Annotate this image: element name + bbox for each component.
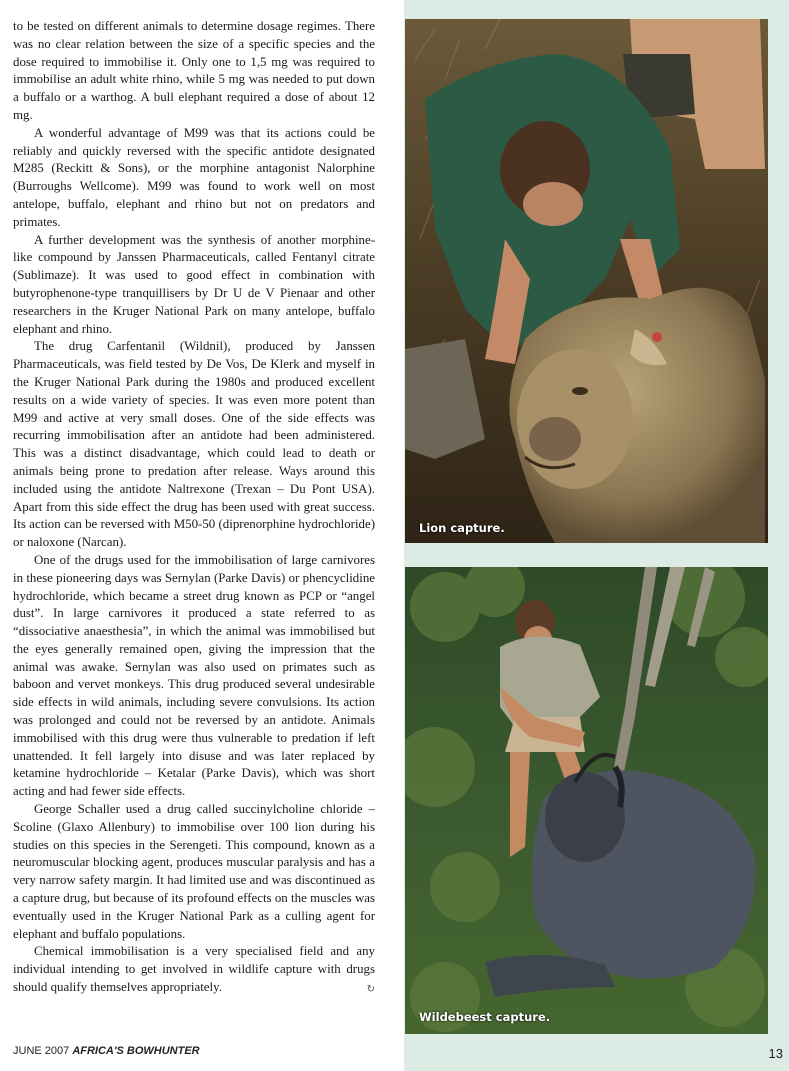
footer-date: JUNE 2007 xyxy=(13,1045,70,1057)
paragraph-1: to be tested on different animals to determine dosage regimes. There was no clear relation between the size of a specific species and the dose required to immobilise it. Only one to 1,5 mg was required to immobilise an adult white rhino, while 5 mg was needed to put down a buffalo or a warthog. A bull elephant required a dose of about 12 mg. xyxy=(13,19,375,122)
paragraph-4: The drug Carfentanil (Wildnil), produced by Janssen Pharmaceuticals, was field tested by De Vos, De Klerk and myself in the Kruger National Park during the 1980s and produced excellent results on a wide variety of species. It was even more potent than M99 and active at very small doses. One of the side effects was recurring immobilisation after an antidote had been administered. This was a distinct disadvantage, which could lead to death or animals being prone to predation after release. Ways around this included using the antidote Naltrexone (Trexan – Du Pont USA). Apart from this side effect the drug has been used with great success. Its action can be reversed with M50-50 (diprenorphine hydrochloride) or naloxone (Narcan). xyxy=(13,339,375,550)
wildebeest-caption: Wildebeest capture. xyxy=(419,1010,551,1024)
paragraph-5: One of the drugs used for the immobilisation of large carnivores in these pioneering days was Sernylan (Parke Davis) or phencyclidine hydrochloride, which became a street drug known as PCP or “angel dust”. In large carnivores it produced a state referred to as “dissociative anaesthesia”, in which the animal was immobilised but the eyes generally remained open, giving the impression that the animal was awake. Sernylan was also used on primates such as baboon and vervet monkeys. This drug produced several undesirable side effects in wild animals, including severe convulsions. Its action was prolonged and could not be reversed by an antidote. Animals immobilised with this drug were thus vulnerable to predation if left unattended. It fell largely into disuse and was later replaced by ketamine hydrochloride – Ketalar (Parke Davis), which was short acting and had fewer side effects. xyxy=(13,552,375,799)
end-of-article-icon: ↻ xyxy=(366,984,375,996)
paragraph-3: A further development was the synthesis of another morphine-like compound by Janssen Pharmaceuticals, called Fentanyl citrate (Sublimaze). It was used to good effect in combination with butyrophenone-type tranquillisers by Dr U de V Pienaar and other researchers in the Kruger National Park on many antelope, buffalo elephant and rhino. xyxy=(13,232,375,336)
paragraph-6: George Schaller used a drug called succinylcholine chloride – Scoline (Glaxo Allenbury) to immobilise over 100 lion during his studies on this species in the Serengeti. This compound, known as a neuromuscular blocking agent, produces muscular paralysis and has a very narrow safety margin. It had limited use and was discontinued as a capture drug, but because of its profound effects on the muscles was eventually used in the Kruger National Park as a culling agent for elephant and buffalo populations. xyxy=(13,802,375,941)
article-body xyxy=(13,18,375,999)
footer-magazine-title: AFRICA'S BOWHUNTER xyxy=(72,1045,200,1057)
lion-caption: Lion capture. xyxy=(419,521,505,535)
footer-issue xyxy=(13,1045,200,1057)
wildebeest-capture-image xyxy=(405,567,768,1034)
paragraph-2: A wonderful advantage of M99 was that its actions could be reliably and quickly reversed with the specific antidote designated M285 (Reckitt & Sons), or the morphine antagonist Nalorphine (Burroughs Wellcome). M99 was found to work well on most antelope, buffalo, elephant and rhino but not on predators and primates. xyxy=(13,125,375,229)
page-number: 13 xyxy=(768,1046,783,1061)
lion-capture-photo xyxy=(405,19,768,543)
paragraph-7-text: Chemical immobilisation is a very specialised field and any individual intending to get involved in wildlife capture with drugs should qualify themselves appropriately. xyxy=(13,944,375,995)
lion-capture-image xyxy=(405,19,768,543)
paragraph-7 xyxy=(13,943,375,996)
wildebeest-capture-photo xyxy=(405,567,768,1034)
